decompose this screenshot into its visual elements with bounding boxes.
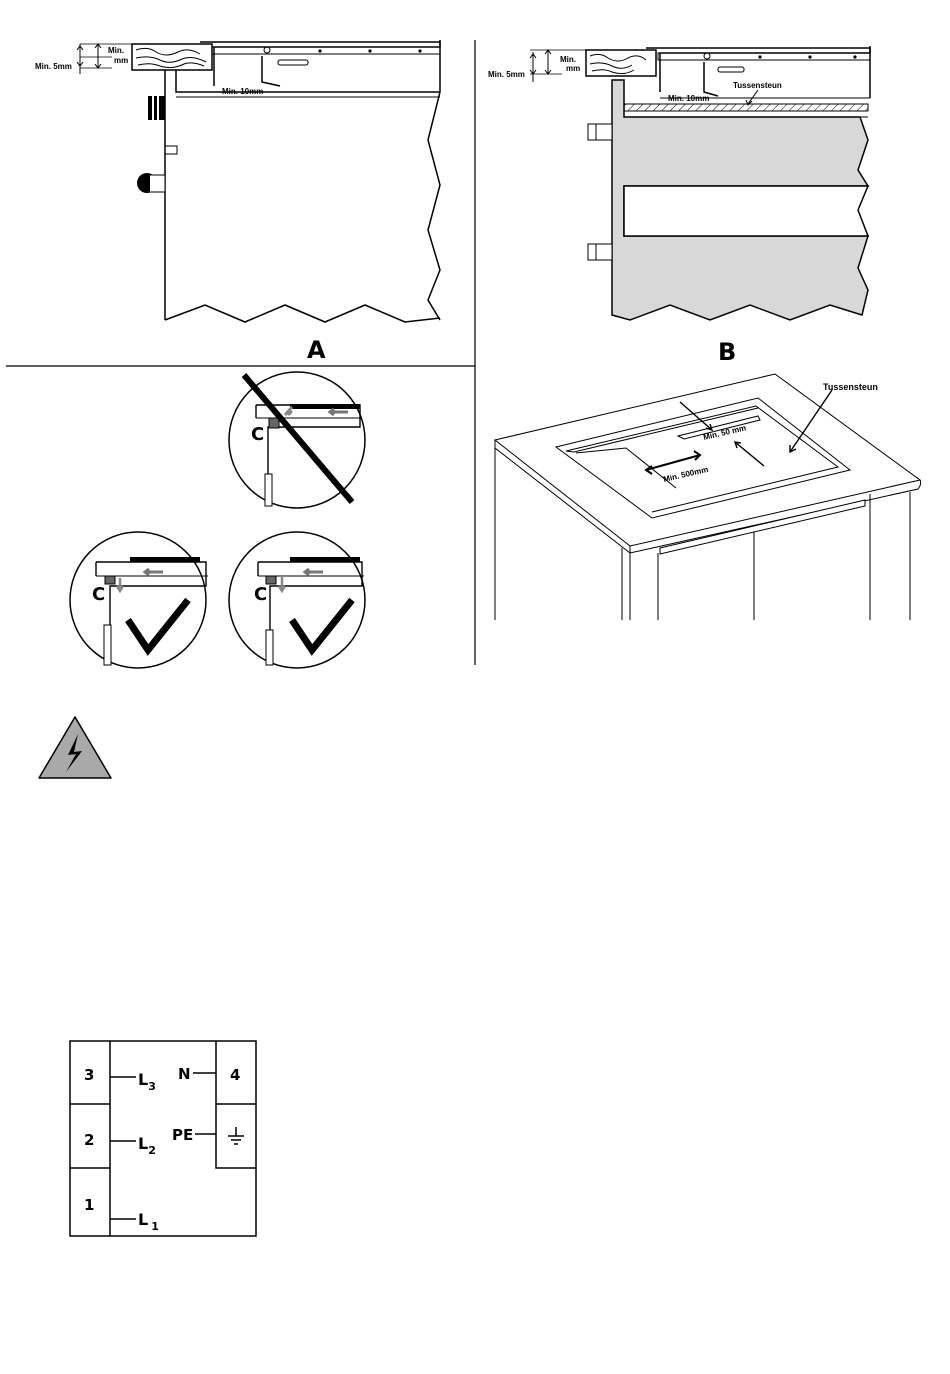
terminal-1-number: 1: [84, 1196, 95, 1214]
figure-a-min-5mm: Min. 5mm: [35, 62, 72, 71]
neutral-label: N: [178, 1065, 191, 1083]
figure-b-section-view: [530, 46, 870, 320]
figure-a-min-10mm: Min. 10mm: [222, 87, 264, 96]
figure-b-support-label: Tussensteun: [733, 81, 782, 90]
ground-icon: [228, 1127, 244, 1144]
cabinet-perspective-view: [495, 374, 921, 620]
figure-b-min-10mm: Min. 10mm: [668, 94, 710, 103]
figure-b-min-mm-line2: mm: [566, 64, 581, 73]
figure-a-label: A: [307, 336, 326, 364]
clamp-detail-wrong: [229, 372, 365, 508]
cabinet-min-500mm: Min. 500mm: [662, 464, 710, 484]
figure-a-min-mm-line1: Min.: [108, 46, 124, 55]
figure-a-min-mm-line2: mm: [114, 56, 129, 65]
terminal-4-number: 4: [230, 1066, 241, 1084]
cabinet-min-50mm: Min. 50 mm: [702, 423, 747, 442]
clamp-detail-correct-2: [229, 532, 365, 668]
terminal-block-diagram: [70, 1041, 256, 1236]
clamp-detail-correct-1: [70, 532, 208, 668]
figure-a-section-view: [77, 40, 440, 322]
protective-earth-label: PE: [172, 1126, 194, 1144]
figure-b-min-mm-line1: Min.: [560, 55, 576, 64]
electric-hazard-icon: [39, 717, 111, 778]
figure-b-label: B: [718, 338, 737, 366]
clamp-label-wrong: C: [251, 424, 265, 445]
figure-b-min-5mm: Min. 5mm: [488, 70, 525, 79]
line-l3-label: $L_3$: [138, 1070, 156, 1093]
line-l1-label: L $_1$: [138, 1210, 159, 1233]
cabinet-support-label: Tussensteun: [823, 382, 878, 392]
clamp-label-correct-1: C: [92, 584, 106, 605]
terminal-2-number: 2: [84, 1131, 95, 1149]
line-l2-label: $L_2$: [138, 1134, 156, 1157]
terminal-3-number: 3: [84, 1066, 95, 1084]
clamp-label-correct-2: C: [254, 584, 268, 605]
